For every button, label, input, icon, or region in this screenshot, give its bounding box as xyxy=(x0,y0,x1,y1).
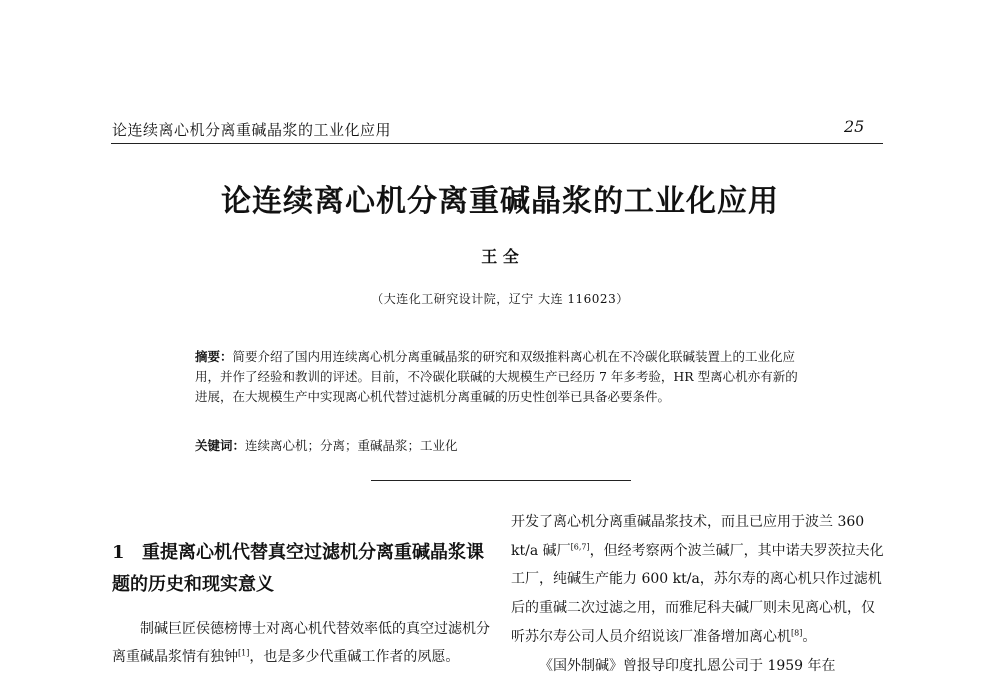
right-text-a: 开发了离心机分离重碱晶浆技术，而且已应用于波兰 360 kt/a 碱厂 xyxy=(511,514,865,559)
running-header-title: 论连续离心机分离重碱晶浆的工业化应用 xyxy=(112,121,392,139)
keywords-text: 连续离心机；分离；重碱晶浆；工业化 xyxy=(245,438,458,453)
author-affiliation: （大连化工研究设计院，辽宁 大连 116023） xyxy=(371,292,629,306)
citation-ref: [1] xyxy=(238,648,250,658)
right-text-c: 。 xyxy=(802,628,817,645)
right-paragraph-2: 《国外制碱》曾报导印度扎恩公司于 1959 年在 xyxy=(539,657,836,674)
left-text-b: ，也是多少代重碱工作者的夙愿。 xyxy=(249,649,460,665)
page-number: 25 xyxy=(844,117,865,136)
keywords xyxy=(195,436,807,456)
left-text-a: 制碱巨匠侯德榜博士对离心机代替效率低的真空过滤机分离重碱晶浆情有独钟 xyxy=(112,621,490,665)
right-column xyxy=(511,508,887,680)
abstract-text: 简要介绍了国内用连续离心机分离重碱晶浆的研究和双级推料离心机在不冷碳化联碱装置上的工业化应用，并作了经验和教训的评述。目前，不冷碳化联碱的大规模生产已经历 7 年多考验，HR 型离心机亦有新的进展，在大规模生产中实现离心机代替过滤机分离重碱的历史性创举已具备必要条件。 xyxy=(195,349,798,404)
section-heading-text: 重提离心机代替真空过滤机分离重碱晶浆课题的历史和现实意义 xyxy=(112,542,484,595)
keywords-label: 关键词： xyxy=(195,438,246,453)
abstract xyxy=(195,347,807,407)
section-number: 1 xyxy=(112,542,125,563)
abstract-divider xyxy=(371,480,631,481)
section-heading xyxy=(112,537,492,601)
right-text-b: ，但经考察两个波兰碱厂，其中诺夫罗茨拉夫化工厂，纯碱生产能力 600 kt/a，苏尔寿的离心机只作过滤机后的重碱二次过滤之用，而雅尼科夫碱厂则未见离心机，仅听苏尔寿公司人员介绍说该厂准备增加离心机 xyxy=(511,542,884,645)
citation-ref: [8] xyxy=(791,628,803,638)
header-divider xyxy=(111,143,883,144)
left-column-paragraph xyxy=(112,615,490,671)
article-title: 论连续离心机分离重碱晶浆的工业化应用 xyxy=(221,184,779,219)
article-author: 王 全 xyxy=(481,247,519,266)
right-paragraph-1 xyxy=(511,508,887,652)
citation-ref: [6,7] xyxy=(570,542,590,552)
abstract-label: 摘要： xyxy=(195,349,233,364)
